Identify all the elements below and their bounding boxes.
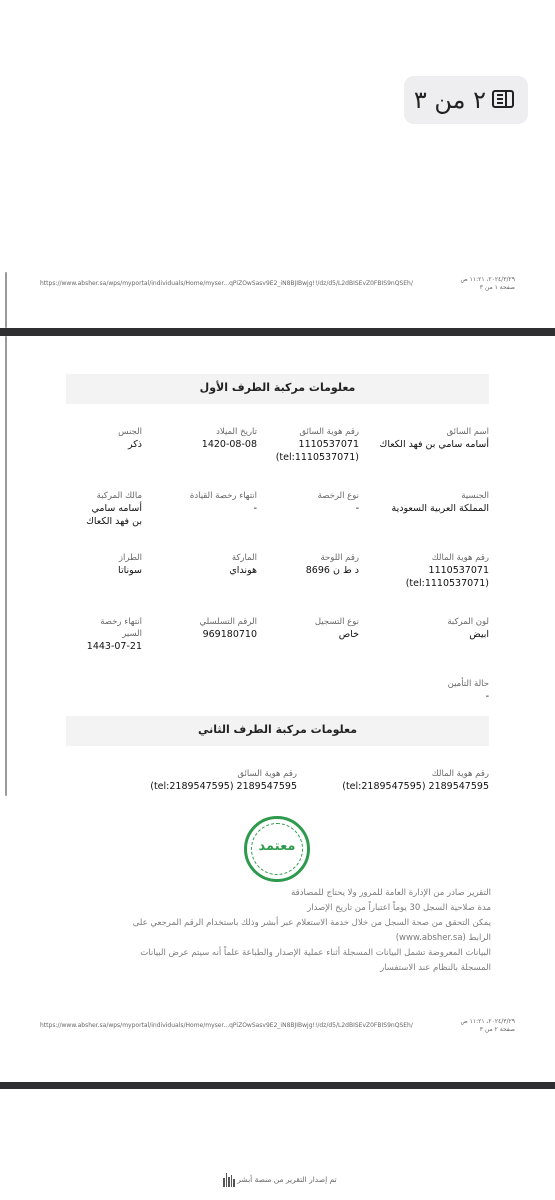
traffic-permit-expiry-field: انتهاء رخصة السير 1443-07-21: [86, 617, 142, 652]
footer-url: https://www.absher.sa/wps/myportal/individuals/Home/myser...qPiZOwSasv9E2_iN8BJIBwjg!!/dz/d5/L2dBISEvZ0FBIS9nQSEh/: [40, 280, 413, 287]
driver-id-field: رقم هوية السائق 1110537071 (tel:1110537071): [269, 426, 359, 464]
owner-id-field: رقم هوية المالك 1110537071 (tel:1110537071): [369, 552, 489, 590]
footer-page: صفحة ٢ من ٣: [479, 1026, 515, 1033]
party2-header: [66, 716, 489, 746]
birth-date-field: تاريخ الميلاد 1420-08-08: [201, 427, 257, 450]
approved-stamp: [244, 816, 310, 882]
license-expiry-field: انتهاء رخصة القيادة -: [189, 491, 257, 514]
gender-field: الجنس ذكر: [118, 427, 142, 450]
scrollbar[interactable]: [5, 336, 7, 796]
party1-title: معلومات مركبة الطرف الأول: [199, 381, 356, 394]
party2-owner-id-link[interactable]: 2189547595 (tel:2189547595): [342, 781, 489, 792]
nationality-field: الجنسية المملكة العربية السعودية: [391, 491, 489, 514]
stamp-text: معتمد: [258, 839, 296, 854]
scrollbar[interactable]: [5, 272, 7, 328]
issued-by-text: تم إصدار التقرير من منصة أبشر: [0, 1173, 555, 1187]
party2-owner-id-field: رقم هوية المالك 2189547595 (tel:2189547595): [339, 768, 489, 793]
plate-field: رقم اللوحة د ط ن 8696: [305, 553, 359, 576]
owner-id-link[interactable]: (tel:1110537071): [405, 578, 489, 589]
pdf-page-3: [0, 1089, 555, 1200]
absher-logo-icon: [222, 1173, 235, 1187]
driver-id-link[interactable]: (tel:1110537071): [275, 452, 359, 463]
party2-driver-id-field: رقم هوية السائق 2189547595 (tel:2189547595): [147, 768, 297, 793]
footer-date: ٢٠٢٤/٣/٢٩، ١١:٢١ ص: [460, 276, 515, 283]
note-line: المسجلة بالنظام عند الاستفسار: [380, 963, 491, 973]
note-line: مدة صلاحية السجل 30 يوماً اعتباراً من تاريخ الإصدار: [307, 903, 491, 913]
note-line: التقرير صادر من الإدارة العامة للمرور ولا يحتاج للمصادقة: [291, 888, 491, 898]
party2-title: معلومات مركبة الطرف الثاني: [197, 723, 358, 736]
page-counter[interactable]: [404, 76, 528, 124]
make-field: الماركة هونداي: [229, 553, 257, 576]
note-line: البيانات المعروضة تشمل البيانات المسجلة أثناء عملية الإصدار والطباعة علماً أنه سيتم عرض البيانات: [140, 948, 491, 958]
report-notes: [86, 886, 491, 976]
registration-type-field: نوع التسجيل خاص: [314, 617, 359, 640]
footer-url: https://www.absher.sa/wps/myportal/individuals/Home/myser...qPiZOwSasv9E2_iN8BJIBwjg!!/dz/d5/L2dBISEvZ0FBIS9nQSEh/: [40, 1022, 413, 1029]
party1-header: [66, 374, 489, 404]
license-type-field: نوع الرخصة -: [317, 491, 359, 514]
model-field: الطراز سوناتا: [118, 553, 142, 576]
pdf-page-2: [0, 336, 555, 1082]
footer-date: ٢٠٢٤/٣/٢٩، ١١:٢١ ص: [460, 1018, 515, 1025]
driver-name-field: اسم السائق أسامه سامي بن فهد الكعاك: [379, 427, 489, 450]
serial-number-field: الرقم التسلسلي 969180710: [199, 617, 257, 640]
party2-driver-id-link[interactable]: 2189547595 (tel:2189547595): [150, 781, 297, 792]
footer-page: صفحة ١ من ٣: [479, 284, 515, 291]
pdf-page-1: [0, 0, 555, 328]
insurance-status-field: حالة التأمين -: [447, 679, 489, 702]
note-line: يمكن التحقق من صحة السجل من خلال خدمة الاستعلام عبر أبشر وذلك باستخدام الرقم المرجعي على: [132, 918, 491, 928]
note-line: الرابط (www.absher.sa): [395, 933, 491, 943]
sidebar-toggle-icon[interactable]: [492, 90, 514, 108]
vehicle-owner-field: مالك المركبة أسامه سامي بن فهد الكعاك: [86, 491, 142, 527]
vehicle-color-field: لون المركبة ابيض: [447, 617, 489, 640]
page-counter-text: ٢ من ٣: [413, 86, 486, 114]
